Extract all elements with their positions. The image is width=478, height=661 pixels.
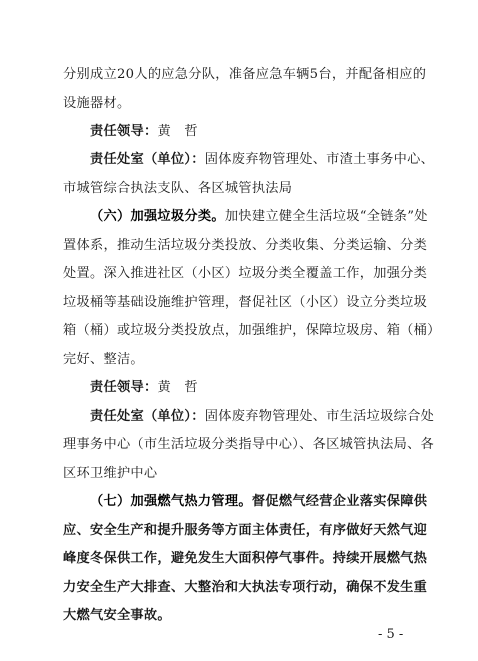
paragraph-line: 箱（桶）或垃圾分类投放点，加强维护，保障垃圾房、箱（桶） (63, 323, 441, 338)
responsible-leader-value: 黄 哲 (157, 380, 198, 395)
page-number: - 5 - (378, 627, 404, 642)
paragraph-line: 垃圾桶等基础设施维护管理，督促社区（小区）设立分类垃圾 (63, 295, 428, 310)
section-heading-text: 加快建立健全生活垃圾“全链条”处 (224, 209, 428, 224)
paragraph-line: 峰度冬保供工作，避免发生大面积停气事件。持续开展燃气热 (63, 551, 428, 566)
responsible-leader-line (90, 379, 423, 397)
section-heading: （七）加强燃气热力管理。 (90, 494, 252, 509)
paragraph-line: 设施器材。 (63, 96, 131, 111)
section-heading-line (90, 208, 428, 226)
paragraph-line: 理事务中心（市生活垃圾分类指导中心）、各区城管执法局、各 (63, 437, 435, 452)
paragraph-line: 分别成立20人的应急分队，准备应急车辆5台，并配备相应的 (63, 67, 427, 82)
paragraph-line: 市城管综合执法支队、各区城管执法局 (63, 181, 293, 196)
paragraph-line: 大燃气安全事故。 (63, 608, 171, 623)
paragraph-line: 处置。深入推进社区（小区）垃圾分类全覆盖工作，加强分类 (63, 266, 428, 281)
responsible-unit-line (90, 408, 435, 426)
paragraph-line: 力安全生产大排查、大整治和大执法专项行动，确保不发生重 (63, 580, 428, 595)
section-heading-text: 督促燃气经营企业落实保障供 (251, 494, 428, 509)
responsible-leader-label: 责任领导： (90, 124, 158, 139)
responsible-unit-value: 固体废弃物管理处、市生活垃圾综合处 (204, 409, 435, 424)
section-heading: （六）加强垃圾分类。 (90, 209, 225, 224)
paragraph-line: 完好、整洁。 (63, 352, 144, 367)
responsible-unit-label: 责任处室（单位）： (90, 409, 205, 424)
responsible-leader-value: 黄 哲 (157, 124, 198, 139)
paragraph-line: 应、安全生产和提升服务等方面主体责任，有序做好天然气迎 (63, 523, 428, 538)
responsible-unit-line (90, 151, 435, 169)
responsible-unit-label: 责任处室（单位）： (90, 152, 205, 167)
responsible-leader-line (90, 123, 423, 141)
paragraph-line: 区环卫维护中心 (63, 466, 158, 481)
responsible-unit-value: 固体废弃物管理处、市渣土事务中心、 (204, 152, 435, 167)
paragraph-line: 置体系，推动生活垃圾分类投放、分类收集、分类运输、分类 (63, 238, 428, 253)
section-heading-line (90, 493, 428, 511)
responsible-leader-label: 责任领导： (90, 380, 158, 395)
